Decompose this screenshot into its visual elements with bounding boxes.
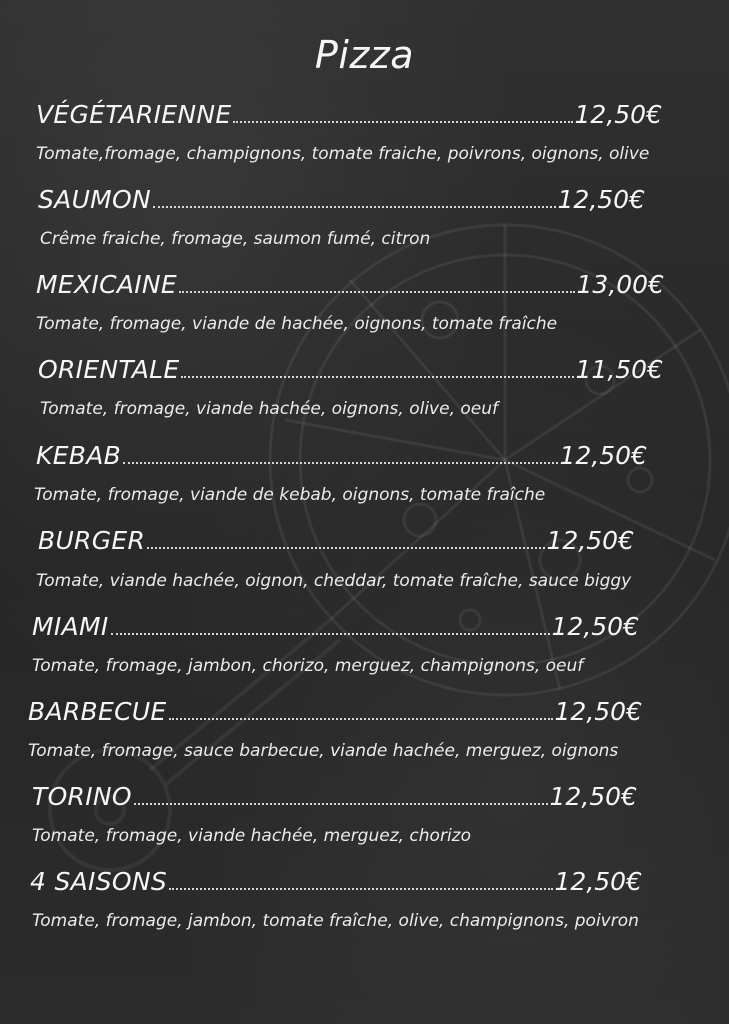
item-name: MIAMI (32, 612, 109, 641)
leader-dots (111, 632, 550, 635)
item-description: Tomate, fromage, viande hachée, oignons, olive, oeuf (40, 399, 498, 419)
item-name: 4 SAISONS (30, 867, 168, 896)
menu-item-row (32, 612, 639, 641)
item-price: 12,50€ (559, 441, 647, 470)
item-name: KEBAB (36, 441, 122, 470)
item-description: Tomate, viande hachée, oignon, cheddar, tomate fraîche, sauce biggy (36, 571, 632, 591)
menu-item-row (36, 100, 662, 129)
leader-dots (181, 375, 573, 378)
menu-item-row (28, 697, 642, 726)
menu-item-row (38, 526, 634, 555)
item-description: Tomate, fromage, jambon, chorizo, merguez, champignons, oeuf (32, 656, 584, 676)
item-name: SAUMON (38, 185, 152, 214)
menu-item-row (36, 270, 664, 299)
menu-item-row (32, 782, 637, 811)
item-price: 12,50€ (546, 526, 634, 555)
item-description: Crême fraiche, fromage, saumon fumé, citron (40, 229, 431, 249)
item-description: Tomate, fromage, sauce barbecue, viande hachée, merguez, oignons (28, 741, 619, 761)
menu-item-row (30, 867, 642, 896)
item-description: Tomate, fromage, viande de kebab, oignons, tomate fraîche (34, 485, 546, 505)
leader-dots (147, 546, 544, 549)
item-description: Tomate, fromage, viande hachée, merguez, chorizo (32, 826, 471, 846)
item-price: 12,50€ (554, 697, 642, 726)
menu-title: Pizza (314, 33, 415, 77)
item-name: BURGER (38, 526, 146, 555)
item-description: Tomate, fromage, jambon, tomate fraîche, olive, champignons, poivron (32, 911, 639, 931)
leader-dots (153, 205, 555, 208)
item-price: 13,00€ (576, 270, 664, 299)
item-name: TORINO (32, 782, 132, 811)
item-description: Tomate,fromage, champignons, tomate fraiche, poivrons, oignons, olive (36, 144, 650, 164)
item-description: Tomate, fromage, viande de hachée, oignons, tomate fraîche (36, 314, 558, 334)
item-price: 12,50€ (554, 867, 642, 896)
leader-dots (134, 802, 548, 805)
leader-dots (169, 887, 553, 890)
item-price: 12,50€ (574, 100, 662, 129)
item-name: ORIENTALE (38, 355, 180, 384)
item-name: MEXICAINE (36, 270, 177, 299)
leader-dots (169, 717, 553, 720)
leader-dots (123, 461, 557, 464)
item-price: 11,50€ (575, 355, 663, 384)
menu-item-row (38, 185, 645, 214)
item-name: VÉGÉTARIENNE (36, 100, 232, 129)
item-price: 12,50€ (549, 782, 637, 811)
item-price: 12,50€ (551, 612, 639, 641)
menu-item-row (36, 441, 647, 470)
item-name: BARBECUE (28, 697, 167, 726)
menu-item-row (38, 355, 663, 384)
leader-dots (233, 120, 572, 123)
item-price: 12,50€ (557, 185, 645, 214)
leader-dots (179, 290, 575, 293)
